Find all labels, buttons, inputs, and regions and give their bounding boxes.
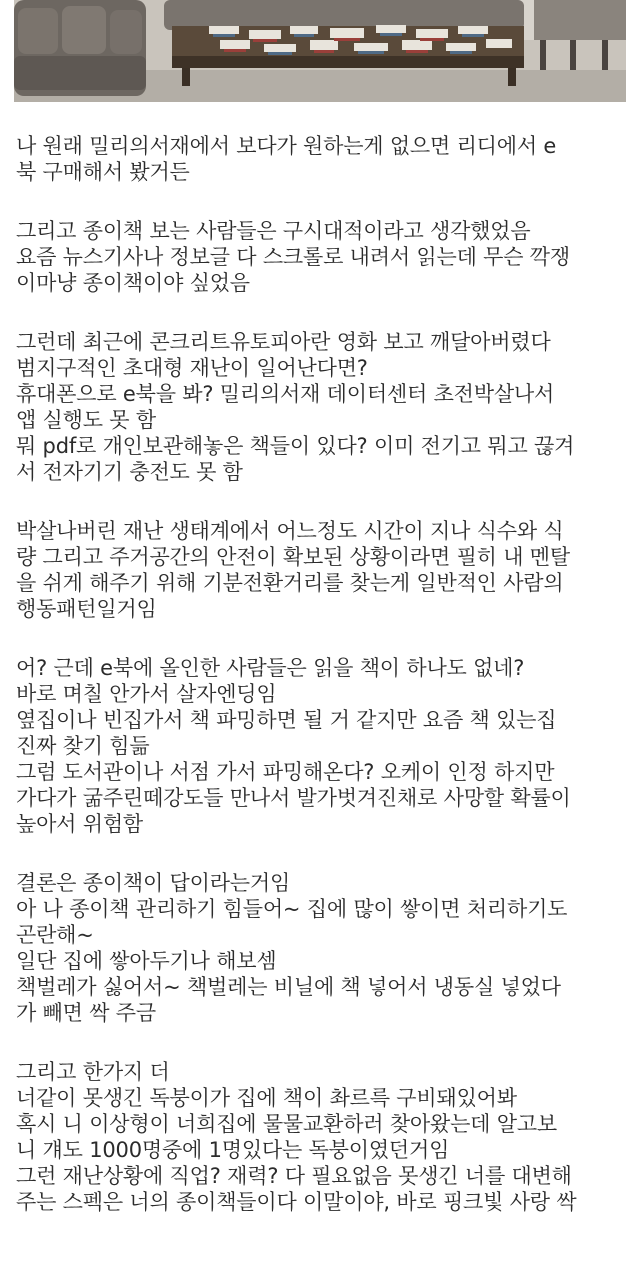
text-line: 일단 집에 쌓아두기나 해보셈 (16, 949, 277, 973)
text-line: 서 전자기기 충전도 못 함 (16, 460, 243, 484)
text-line: 북 구매해서 봤거든 (16, 160, 190, 184)
text-line: 요즘 뉴스기사나 정보글 다 스크롤로 내려서 읽는데 무슨 깍쟁 (16, 245, 570, 269)
text-line: 뭐 pdf로 개인보관해놓은 책들이 있다? 이미 전기고 뭐고 끊겨 (16, 434, 575, 458)
text-line: 량 그리고 주거공간의 안전이 확보된 상황이라면 필히 내 멘탈 (16, 545, 570, 569)
post-body (16, 133, 628, 1248)
paragraph (16, 1059, 628, 1215)
text-line: 결론은 종이책이 답이라는거임 (16, 871, 291, 895)
text-line: 주는 스펙은 너의 종이책들이다 이말이야, 바로 핑크빛 사랑 싹 (16, 1190, 577, 1214)
text-line: 행동패턴일거임 (16, 597, 157, 621)
paragraph (16, 655, 628, 837)
text-line: 이마냥 종이책이야 싶었음 (16, 271, 250, 295)
text-line: 을 쉬게 해주기 위해 기분전환거리를 찾는게 일반적인 사람의 (16, 571, 564, 595)
text-line: 어? 근데 e북에 올인한 사람들은 읽을 책이 하나도 없네? (16, 656, 525, 680)
paragraph (16, 870, 628, 1026)
living-room-photo (14, 0, 626, 102)
text-line: 곤란해~ (16, 923, 94, 947)
text-line: 옆집이나 빈집가서 책 파밍하면 될 거 같지만 요즘 책 있는집 (16, 708, 557, 732)
text-line: 범지구적인 초대형 재난이 일어난다면? (16, 356, 368, 380)
paragraph (16, 518, 628, 622)
text-line: 앱 실행도 못 함 (16, 408, 156, 432)
paragraph (16, 218, 628, 296)
text-line: 그런 재난상황에 직업? 재력? 다 필요없음 못생긴 너를 대변해 (16, 1164, 572, 1188)
text-line: 가다가 굶주린떼강도들 만나서 발가벗겨진채로 사망할 확률이 (16, 786, 571, 810)
text-line: 그럼 도서관이나 서점 가서 파밍해온다? 오케이 인정 하지만 (16, 760, 555, 784)
photo-image (14, 0, 626, 102)
text-line: 니 걔도 1000명중에 1명있다는 독붕이였던거임 (16, 1138, 450, 1162)
paragraph (16, 329, 628, 485)
text-line: 아 나 종이책 관리하기 힘들어~ 집에 많이 쌓이면 처리하기도 (16, 897, 568, 921)
text-line: 나 원래 밀리의서재에서 보다가 원하는게 없으면 리디에서 e (16, 134, 557, 158)
text-line: 그리고 종이책 보는 사람들은 구시대적이라고 생각했었음 (16, 219, 531, 243)
text-line: 박살나버린 재난 생태계에서 어느정도 시간이 지나 식수와 식 (16, 519, 564, 543)
text-line: 가 빼면 싹 주금 (16, 1001, 156, 1025)
text-line: 휴대폰으로 e북을 봐? 밀리의서재 데이터센터 초전박살나서 (16, 382, 555, 406)
text-line: 진짜 찾기 힘듦 (16, 734, 150, 758)
text-line: 너같이 못생긴 독붕이가 집에 책이 촤르륵 구비돼있어봐 (16, 1086, 517, 1110)
paragraph (16, 133, 628, 185)
text-line: 혹시 니 이상형이 너희집에 물물교환하러 찾아왔는데 알고보 (16, 1112, 557, 1136)
text-line: 바로 며칠 안가서 살자엔딩임 (16, 682, 277, 706)
text-line: 책벌레가 싫어서~ 책벌레는 비닐에 책 넣어서 냉동실 넣었다 (16, 975, 561, 999)
text-line: 그리고 한가지 더 (16, 1060, 170, 1084)
text-line: 그런데 최근에 콘크리트유토피아란 영화 보고 깨달아버렸다 (16, 330, 551, 354)
text-line: 높아서 위험함 (16, 812, 143, 836)
